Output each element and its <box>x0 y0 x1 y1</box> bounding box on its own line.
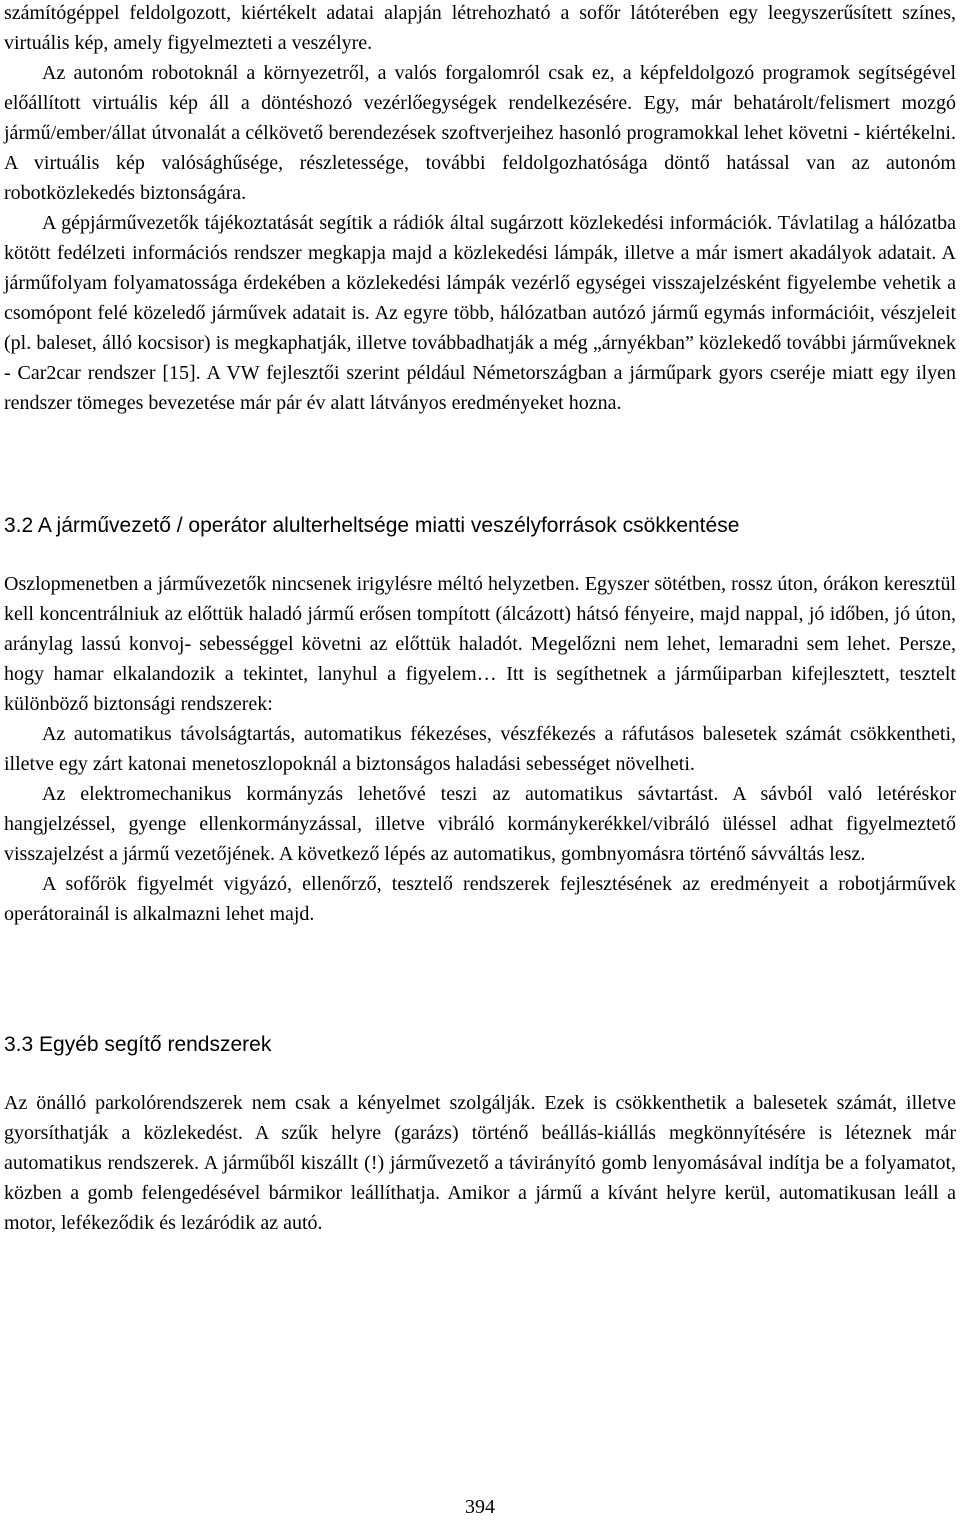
section-heading-3-2: 3.2 A járművezető / operátor alulterheltsége miatti veszélyforrások csökkentése <box>4 514 740 537</box>
paragraph: Az elektromechanikus kormányzás lehetővé teszi az automatikus sávtartást. A sávból való letéréskor hangjelzéssel, gyenge ellenkormányzással, illetve vibráló kormánykerékkel/vibráló üléssel adhat figyelmeztető visszajelzést a jármű vezetőjének. A következő lépés az automatikus, gombnyomásra történő sávváltás lesz. <box>4 783 956 865</box>
paragraph: számítógéppel feldolgozott, kiértékelt adatai alapján létrehozható a sofőr látóterében egy leegyszerűsített színes, virtuális kép, amely figyelmezteti a veszélyre. <box>4 2 956 54</box>
paragraph: Az autonóm robotoknál a környezetről, a valós forgalomról csak ez, a képfeldolgozó programok segítségével előállított virtuális kép áll a döntéshozó vezérlőegységek rendelkezésére. Egy, már behatárolt/felismert mozgó jármű/ember/állat útvonalát a célkövető berendezések szoftverjeihez hasonló programokkal lehet követni - kiértékelni. A virtuális kép valósághűsége, részletessége, további feldolgozhatósága döntő hatással van az autonóm robotközlekedés biztonságára. <box>4 62 956 204</box>
paragraph: Az önálló parkolórendszerek nem csak a kényelmet szolgálják. Ezek is csökkenthetik a balesetek számát, illetve gyorsíthatják a közlekedést. A szűk helyre (garázs) történő beállás-kiállás megkönnyítésére is léteznek már automatikus rendszerek. A járműből kiszállt (!) járművezető a távirányító gomb lenyomásával indítja be a folyamatot, közben a gomb felengedésével bármikor leállíthatja. Amikor a jármű a kívánt helyre kerül, automatikusan leáll a motor, lefékeződik és lezáródik az autó. <box>4 1092 956 1234</box>
section-1-body <box>4 0 956 418</box>
paragraph: A gépjárművezetők tájékoztatását segítik a rádiók által sugárzott közlekedési információk. Távlatilag a hálózatba kötött fedélzeti információs rendszer megkapja majd a közlekedési lámpák, illetve a már ismert akadályok adatait. A járműfolyam folyamatossága érdekében a közlekedési lámpák vezérlő egységei visszajelzésként figyelembe vehetik a csomópont felé közeledő járművek adatait is. Az egyre több, hálózatban autózó jármű egymás információit, vészjeleit (pl. baleset, álló kocsisor) is megkaphatják, illetve továbbadhatják a még „árnyékban” közlekedő további járműveknek - Car2car rendszer [15]. A VW fejlesztői szerint például Németországban a járműpark gyors cseréje miatt egy ilyen rendszer tömeges bevezetése már pár év alatt látványos eredményeket hozna. <box>4 212 956 414</box>
section-heading-3-3: 3.3 Egyéb segítő rendszerek <box>4 1033 272 1056</box>
section-3-body <box>4 1088 956 1238</box>
paragraph: Az automatikus távolságtartás, automatikus fékezéses, vészfékezés a ráfutásos balesetek számát csökkentheti, illetve egy zárt katonai menetoszlopoknál a biztonságos haladási sebességet növelheti. <box>4 723 956 775</box>
paragraph: A sofőrök figyelmét vigyázó, ellenőrző, tesztelő rendszerek fejlesztésének az eredményeit a robotjárművek operátorainál is alkalmazni lehet majd. <box>4 873 956 925</box>
paragraph: Oszlopmenetben a járművezetők nincsenek irigylésre méltó helyzetben. Egyszer sötétben, rossz úton, órákon keresztül kell koncentrálniuk az előttük haladó jármű erősen tompított (álcázott) hátsó fényeire, majd nappal, jó időben, jó úton, aránylag lassú konvoj- sebességgel követni az előttük haladót. Megelőzni nem lehet, lemaradni sem lehet. Persze, hogy hamar elkalandozik a tekintet, lanyhul a figyelem… Itt is segíthetnek a járműiparban kifejlesztett, tesztelt különböző biztonsági rendszerek: <box>4 573 956 715</box>
section-2-body <box>4 569 956 929</box>
page-number: 394 <box>465 1496 495 1518</box>
